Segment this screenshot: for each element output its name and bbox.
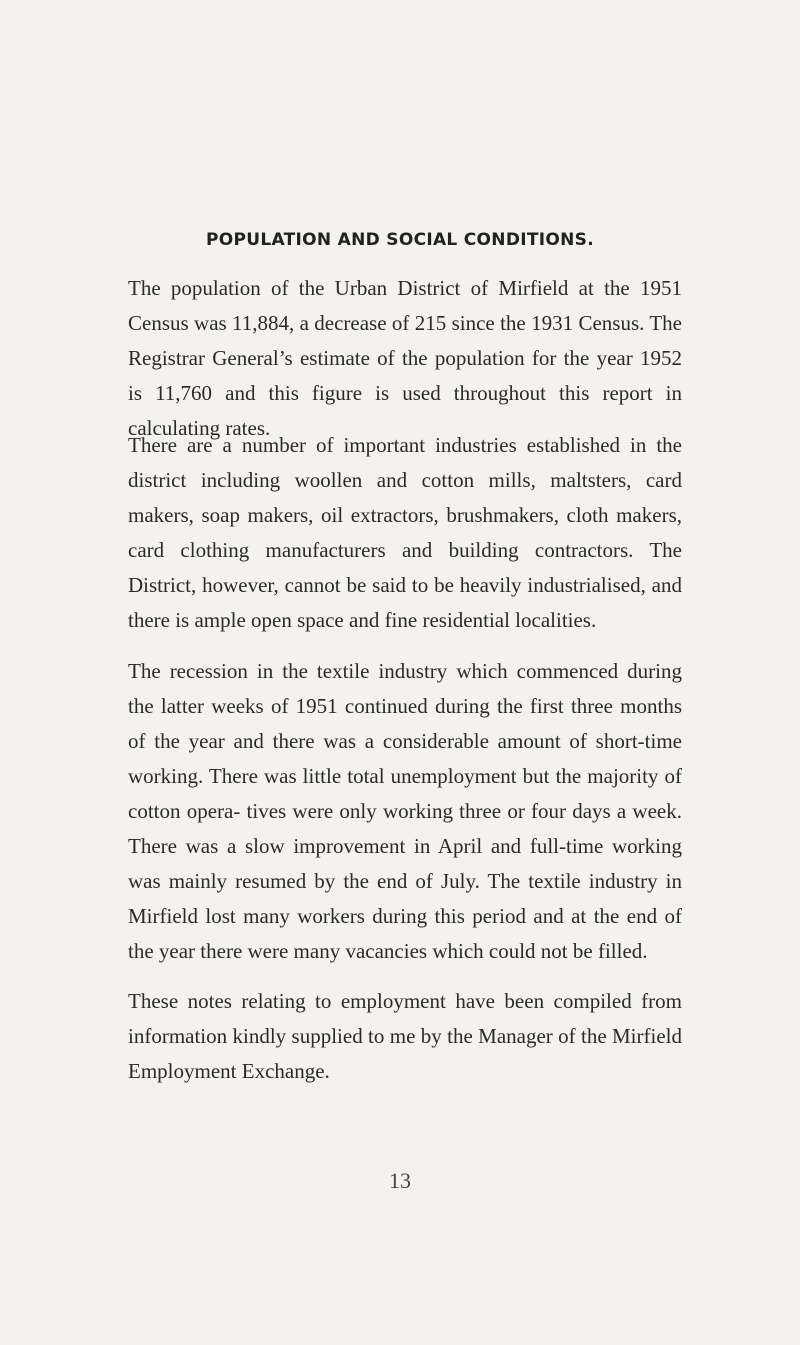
page-title: POPULATION AND SOCIAL CONDITIONS. [206, 230, 594, 250]
paragraph-text: These notes relating to employment have been compiled from information kindly supplied to me by the Manager of the Mirfield Employment Exchange. [128, 989, 682, 1083]
paragraph-text: There are a number of important industries established in the district including woollen and cotton mills, maltsters, card makers, soap makers, oil extractors, brushmakers, cloth makers, card clothing manufacturers and building contractors. The District, however, cannot be said to be heavily industrialised, and there is ample open space and fine residential localities. [128, 433, 682, 632]
paragraph-population [128, 271, 682, 446]
paragraph-text: The population of the Urban District of Mirfield at the 1951 Census was 11,884, a decrease of 215 since the 1931 Census. The Registrar General’s estimate of the population for the year 1952 is 11,760 and this figure is used throughout this report in calculating rates. [128, 276, 682, 440]
paragraph-employment-notes [128, 984, 682, 1089]
paragraph-textile-recession [128, 654, 682, 969]
page-number: 13 [389, 1168, 411, 1193]
paragraph-text: The recession in the textile industry which commenced during the latter weeks of 1951 continued during the first three months of the year and there was a considerable amount of short-time working. There was little total unemployment but the majority of cotton opera- tives were only working three or four days a week. There was a slow improvement in April and full-time working was mainly resumed by the end of July. The textile industry in Mirfield lost many workers during this period and at the end of the year there were many vacancies which could not be filled. [128, 659, 682, 963]
paragraph-industries [128, 428, 682, 638]
